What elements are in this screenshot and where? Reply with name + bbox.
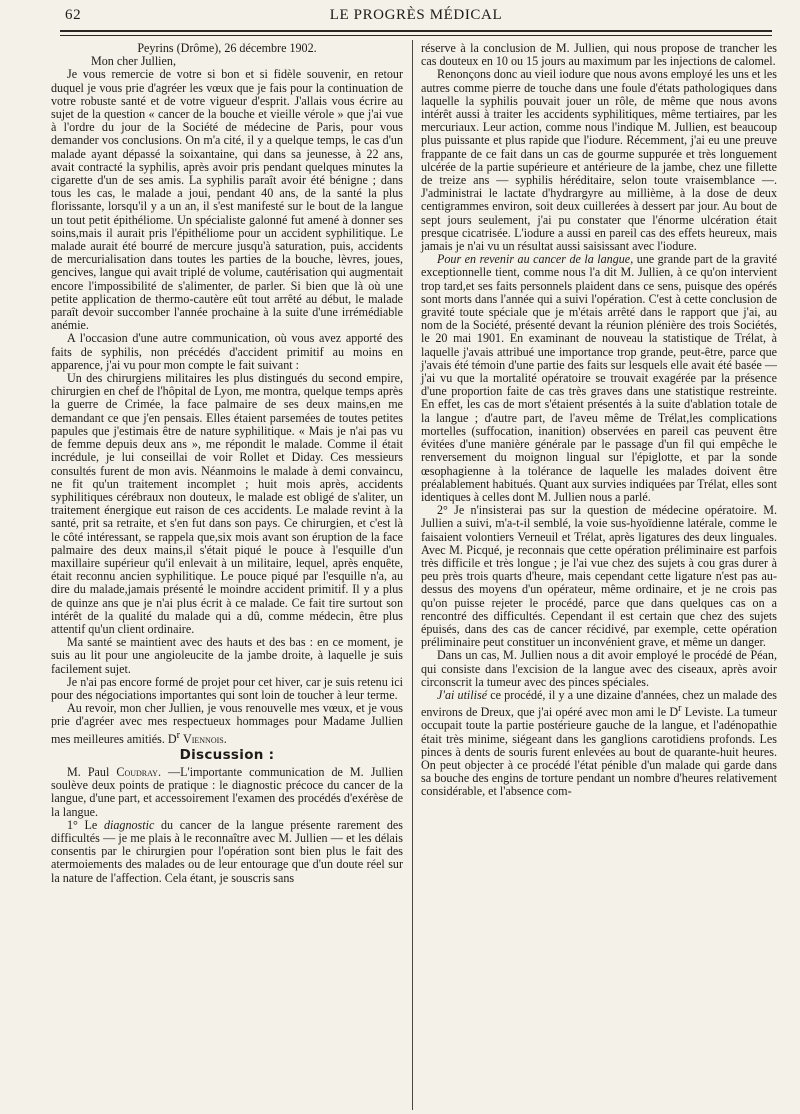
paragraph-rest: , une grande part de la gravité exceptionnelle tient, comme nous l'a dit M. Jullien, à ce qu'on intervient trop tard,et ses faits personnels plaident dans ce sens, puisque des opérés sont morts dans l'année qui a suivi l'opération. C'est à cette conclusion de gravité toute spéciale que je m'étais arrêté dans le rapport que j'ai, au nom de la Société, présenté devant la réunion plénière des trois Sociétés, le 20 mai 1901. En examinant de nouveau la statistique de Trélat, à laquelle j'avais attribué une importance trop grande, peut-être, parce que j'avais été témoin d'une partie des faits sur lesquels elle avait été basée — j'ai vu que la mortalité opératoire se trouvait exagérée par la présence d'une proportion faite de cas très graves dans une statistique restreinte. En effet, les cas de mort s'étaient présentés à la suite d'ablation totale de la langue ; d'autre part, de l'aveu même de Trélat,les complications mortelles (suffocation, inanition) observées en pareil cas peuvent être évitées d'une manière générale par le passage d'un fil qui empêche le renversement du moignon lingual sur l'épiglotte, et par la sonde œsophagienne à la tolérance de laquelle les malades doivent être préalablement habitués. Quant aux survies indiquées par Trélat, elles sont identiques à celles dont M. Jullien nous a parlé. bbox=[421, 252, 777, 504]
letter-paragraph: A l'occasion d'une autre communication, où vous avez apporté des faits de syphilis, non précédés d'accident primitif au moins en apparence, j'ai vu pour mon compte le fait suivant : bbox=[51, 331, 403, 372]
column-divider bbox=[412, 40, 413, 1110]
point-rest: du cancer de la langue présente rarement des difficultés — je me plais à le reconnaître avec M. Jullien — et les délais consentis par le chirurgien pour l'opération sont bien plus le fait des atermoiements des malades ou de leur entourage que d'un doute réel sur la nature de l'affection. Cela étant, je souscris sans bbox=[51, 817, 403, 885]
body-paragraph: 2° Je n'insisterai pas sur la question de médecine opératoire. M. Jullien a suivi, m'a-t-il semblé, la voie sus-hyoïdienne latérale, comme le faisaient volontiers Verneuil et Trélat, après ligatures des deux linguales. Avec M. Picqué, je reconnais que cette opération préliminaire est parfois très difficile et très longue ; je l'ai vue chez des sujets à cou gras durer à peu près trois quarts d'heure, mais cependant cette ligature n'est pas au-dessus des moyens d'un opérateur, même ordinaire, et je ne crois pas qu'on puisse rejeter le procédé, parce que dans quelques cas on a rencontré des difficultés. Cependant il est certain que chez des sujets épuisés, dans des cas de cancer récidivé, par exemple, cette opération préliminaire peut constituer un inconvénient grave, et même un danger. bbox=[421, 503, 777, 650]
discussion-heading: Discussion : bbox=[179, 746, 275, 763]
point-lead: 1° Le bbox=[67, 817, 104, 832]
letter-closing bbox=[51, 702, 403, 746]
right-column bbox=[421, 42, 777, 799]
paragraph-rest-2: Leviste. La tumeur occupait toute la partie postérieure gauche de la langue, et l'adénopathie était très minime, siégeant dans les ganglions carotidiens profonds. Les pinces à dents de souris furent enlevées au bout de quarante-huit heures. On peut objecter à ce procédé l'état pénible d'un malade qui garde dans sa bouche des engins de torture pendant un nombre d'heures relativement considérable, et l'absence com- bbox=[421, 705, 777, 799]
body-paragraph: Dans un cas, M. Jullien nous a dit avoir employé le procédé de Péan, qui consiste dans l'excision de la langue avec des ciseaux, après avoir circonscrit la tumeur avec des pinces spéciales. bbox=[421, 648, 777, 689]
intro-lead: M. Paul bbox=[67, 765, 117, 779]
italic-lead: Pour en revenir au cancer de la langue bbox=[437, 252, 631, 267]
letter-place-date: Peyrins (Drôme), 26 décembre 1902. bbox=[137, 41, 317, 55]
closing-sup: r bbox=[176, 729, 180, 741]
title-sup: r bbox=[678, 703, 682, 715]
letter-paragraph: Un des chirurgiens militaires les plus distingués du second empire, chirurgien en chef de l'hôpital de Lyon, me montra, quelque temps après la guerre de Crimée, la face palmaire de ses deux mains,en me demandant ce que j'en pensais. Elles étaient parsemées de toutes petites papules que j'estimais être de nature syphilitique. « Mais je n'ai pas vu de femme depuis deux ans », me répondit le malade. Comme il était incrédule, je lui conseillai de voir Rollet et Diday. Ces messieurs consultés furent de mon avis. Néanmoins le malade à demi convaincu, ne fit qu'un traitement incomplet ; huit mois après, accidents syphilitiques cérébraux non douteux, le malade est obligé de s'aliter, un traitement énergique eut raison de ces accidents. Le malade revint à la santé, prit sa retraite, et s'en fut dans son pays. Ce chirurgien, et c'est là le côté intéressant, se rappela que,six mois avant son éruption de la face palmaire des deux mains,il s'était piqué le pouce à l'esquille d'un maxillaire supérieur qu'il enlevait à un militaire, lequel, après enquête, était reconnu ancien syphilitique. Le pouce piqué par l'esquille n'a, au dire du malade,jamais présenté le moindre accident primitif. Il y a plus de quinze ans que je n'ai plus écrit à ce malade. Ce fait tire surtout son intérêt de la qualité du malade qui a dû, comme médecin, être plus attentif qu'un client ordinaire. bbox=[51, 371, 403, 636]
page-header bbox=[60, 4, 772, 24]
point-italic: diagnostic bbox=[103, 817, 155, 832]
letter-salutation: Mon cher Jullien, bbox=[91, 54, 176, 69]
body-paragraph bbox=[421, 689, 777, 799]
letter-paragraph: Ma santé se maintient avec des hauts et des bas : en ce moment, je suis au lit pour une angioleucite de la jambe droite, à laquelle je suis facilement sujet. bbox=[51, 635, 403, 676]
body-paragraph: Renonçons donc au vieil iodure que nous avons employé les uns et les autres comme pierre de touche dans une foule d'états pathologiques dans laquelle la syphilis pouvait jouer un rôle, de même que nous avons intérêt aussi à traiter les accidents syphilitiques, même tertiaires, par les mercuriaux. Leur action, comme nous l'indique M. Jullien, est beaucoup plus puissante et plus rapide que l'iodure. Récemment, j'ai eu une preuve frappante de ce fait dans un cas de gourme suppurée et très longuement ulcérée de la partie supérieure et antérieure de la jambe, chez une fillette de treize ans — syphilis héréditaire, selon toute vraisemblance —. J'administrai le lactate d'hydrargyre au millième, à la dose de deux centigrammes environ, soit deux cuillerées à dessert par jour. Au bout de sept jours seulement, j'ai pu constater que l'énorme ulcération était presque cicatrisée. L'iodure a aussi en pareil cas des effets heureux, mais jamais je n'ai vu un résultat aussi saisissant avec l'iodure. bbox=[421, 67, 777, 254]
header-rule bbox=[60, 30, 772, 36]
speaker-name: Coudray bbox=[116, 765, 158, 779]
continued-paragraph: réserve à la conclusion de M. Jullien, qui nous propose de trancher les cas douteux en 10 ou 15 jours au maximum par les injections de calomel. bbox=[421, 41, 777, 69]
left-column bbox=[51, 42, 403, 885]
letter-paragraph: Je n'ai pas encore formé de projet pour cet hiver, car je suis retenu ici pour des négociations importantes qui sont loin de toucher à leur terme. bbox=[51, 674, 403, 702]
discussion-paragraph bbox=[51, 819, 403, 885]
paragraph-rest: ce procédé, il y a une dizaine d'années, chez un malade des environs de Dreux, que j'ai opéré avec mon ami le D bbox=[421, 687, 777, 720]
signature: Viennois. bbox=[183, 731, 227, 746]
closing-text: Au revoir, mon cher Jullien, je vous renouvelle mes vœux, et je vous prie d'agréer avec mes respectueux hommages pour Madame Jullien mes meilleures amitiés. D bbox=[51, 701, 403, 746]
page-number: 62 bbox=[65, 7, 82, 23]
italic-lead: J'ai utilisé bbox=[437, 687, 488, 702]
letter-paragraph: Je vous remercie de votre si bon et si fidèle souvenir, en retour duquel je vous prie d'agréer les vœux que je fais pour la continuation de votre robuste santé et de votre vigueur d'esprit. J'allais vous écrire au sujet de la question « cancer de la bouche et vieille vérole » que j'ai vue à l'ordre du jour de la Société de médecine de Paris, pour vous demander vos conclusions. On m'a cité, il y a quelque temps, le cas d'un malade ayant dépassé la soixantaine, qui dans sa jeunesse, à 22 ans, avait contracté la syphilis, après avoir pris pendant quelques minutes la cigarette d'un de ses amis. La syphilis paraît avoir été bénigne ; dans tous les cas, le malade a joui, pendant 40 ans, de la santé la plus florissante, lorsqu'il y a un an, il s'est manifesté sur le bout de la langue un tout petit épithéliome. Un spécialiste galonné fut amené à donner ses soins,mais il aurait pris l'épithéliome pour un accident syphilitique. Le malade aurait été bourré de mercure jusqu'à saturation, puis, accidents de mercurialisation dans toutes les parties de la bouche, lèvres, joues, gencives, langue qui avait triplé de volume, cautérisation qui augmentait encore l'impossibilité de s'alimenter, de parler. Si bien que là où une petite application de thermo-cautère eût tout arrêté au début, le malade paraît devoir succomber l'année prochaine à la suite d'une irrémédiable anémie. bbox=[51, 67, 403, 333]
discussion-intro bbox=[51, 766, 403, 819]
running-title: LE PROGRÈS MÉDICAL bbox=[329, 7, 503, 23]
intro-rest: . —L'importante communication de M. Jullien soulève deux points de pratique : le diagnostic précoce du cancer de la langue, d'une part, et accessoirement l'examen des procédés d'exérèse de la langue. bbox=[51, 765, 403, 819]
body-paragraph bbox=[421, 253, 777, 504]
